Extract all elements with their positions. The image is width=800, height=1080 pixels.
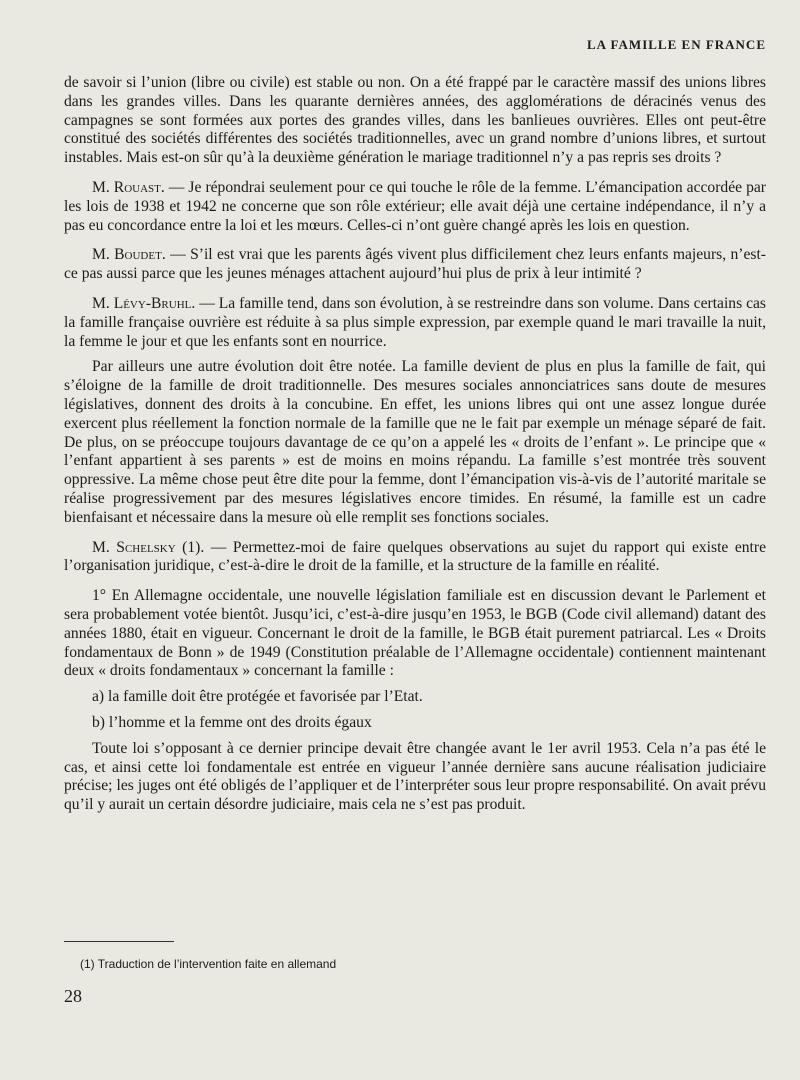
paragraph-evolution: Par ailleurs une autre évolution doit être notée. La famille devient de plus en plus la famille de fait, qui s’éloigne de la famille de droit traditionnelle. Des mesures sociales annonciatrices sans doute de mesures législatives, donnent des droits à la concubine. En effet, les unions libres qui ont une assez longue durée exercent plus réellement la fonction normale de la famille que ne le fait par exemple un ménage séparé de fait. De plus, on se préoccupe toujours davantage de ce qu’on a appelé les « droits de l’enfant ». Le principe que « l’enfant appartient à ses parents » est de moins en moins répandu. La famille s’est montrée très souvent oppressive. La même chose peut être dite pour la femme, dont l’émancipation vis-à-vis de l’autorité maritale se réalise progressivement par des mesures législatives encore timides. En résumé, la famille est un cadre bienfaisant et nécessaire dans la mesure où elle remplit ses fonctions sociales.: [64, 358, 766, 526]
speaker-name: M. Boudet.: [92, 246, 166, 264]
footnote-divider: [64, 941, 174, 942]
paragraph-schelsky: M. Schelsky (1). — Permettez-moi de faire quelques observations au sujet du rapport qui existe entre l’organisation juridique, c’est-à-dire le droit de la famille, et la structure de la famille en réalité.: [64, 538, 767, 575]
paragraph-rouast: M. Rouast. — Je répondrai seulement pour ce qui touche le rôle de la femme. L’émancipation accordée par les lois de 1938 et 1942 ne concerne que son rôle extérieur; elle avait déjà une certaine indépendance, il n’y a pas eu concordance entre la loi et les mœurs. Celles-ci n’ont guère changé après les lois en question.: [64, 178, 766, 234]
footnote: (1) Traduction de l’intervention faite en allemand: [80, 957, 337, 971]
paragraph-1: de savoir si l’union (libre ou civile) est stable ou non. On a été frappé par le caractère massif des unions libres dans les grandes villes. Dans les quarante dernières années, des agglomérations de déracinés venus des campagnes se sont formées aux portes des grandes villes, dans les banlieues ouvrières. Elles ont peut-être constitué des sociétés différentes des sociétés traditionnelles, avec un grand nombre d’unions libres, et surtout instables. Mais est-on sûr qu’à la deuxième génération le mariage traditionnel n’y a pas repris ses droits ?: [64, 74, 766, 167]
paragraph-boudet: M. Boudet. — S’il est vrai que les parents âgés vivent plus difficilement chez leurs enfants majeurs, n’est-ce pas aussi parce que les jeunes ménages attachent aujourd’hui plus de prix à leur intimité ?: [64, 246, 766, 283]
speaker-name: M. Schelsky (1).: [92, 538, 205, 556]
speaker-name: M. Rouast.: [92, 178, 165, 196]
running-title: LA FAMILLE EN FRANCE: [586, 37, 766, 52]
paragraph-levy-bruhl: M. Lévy-Bruhl. — La famille tend, dans son évolution, à se restreindre dans son volume. Dans certains cas la famille française ouvrière est réduite à sa plus simple expression, par exemple quand le mari travaille la nuit, la femme le jour et que les enfants sont en nourrice.: [64, 294, 766, 350]
page-number: 28: [64, 986, 82, 1006]
list-item-b: b) l’homme et la femme ont des droits égaux: [92, 713, 372, 731]
body-text: [64, 74, 766, 826]
list-item-a: a) la famille doit être protégée et favorisée par l’Etat.: [92, 688, 423, 706]
speaker-name: M. Lévy-Bruhl.: [92, 294, 196, 312]
paragraph-allemagne: 1° En Allemagne occidentale, une nouvelle législation familiale est en discussion devant le Parlement et sera probablement votée bientôt. Jusqu’ici, c’est-à-dire jusqu’en 1953, le BGB (Code civil allemand) datant des années 1880, était en vigueur. Concernant le droit de la famille, le BGB était purement patriarcal. Les « Droits fondamentaux de Bonn » de 1949 (Constitution préalable de l’Allemagne occidentale) contiennent maintenant deux « droits fondamentaux » concernant la famille :: [64, 587, 766, 680]
paragraph-loi: Toute loi s’opposant à ce dernier principe devait être changée avant le 1er avril 1953. Cela n’a pas été le cas, et ainsi cette loi fondamentale est entrée en vigueur l’année dernière sans aucune réalisation judiciaire précise; les juges ont été obligés de l’appliquer et de l’interpréter sous leur propre responsabilité. On avait prévu qu’il y aurait un certain désordre judiciaire, mais cela ne s’est pas produit.: [64, 739, 766, 814]
